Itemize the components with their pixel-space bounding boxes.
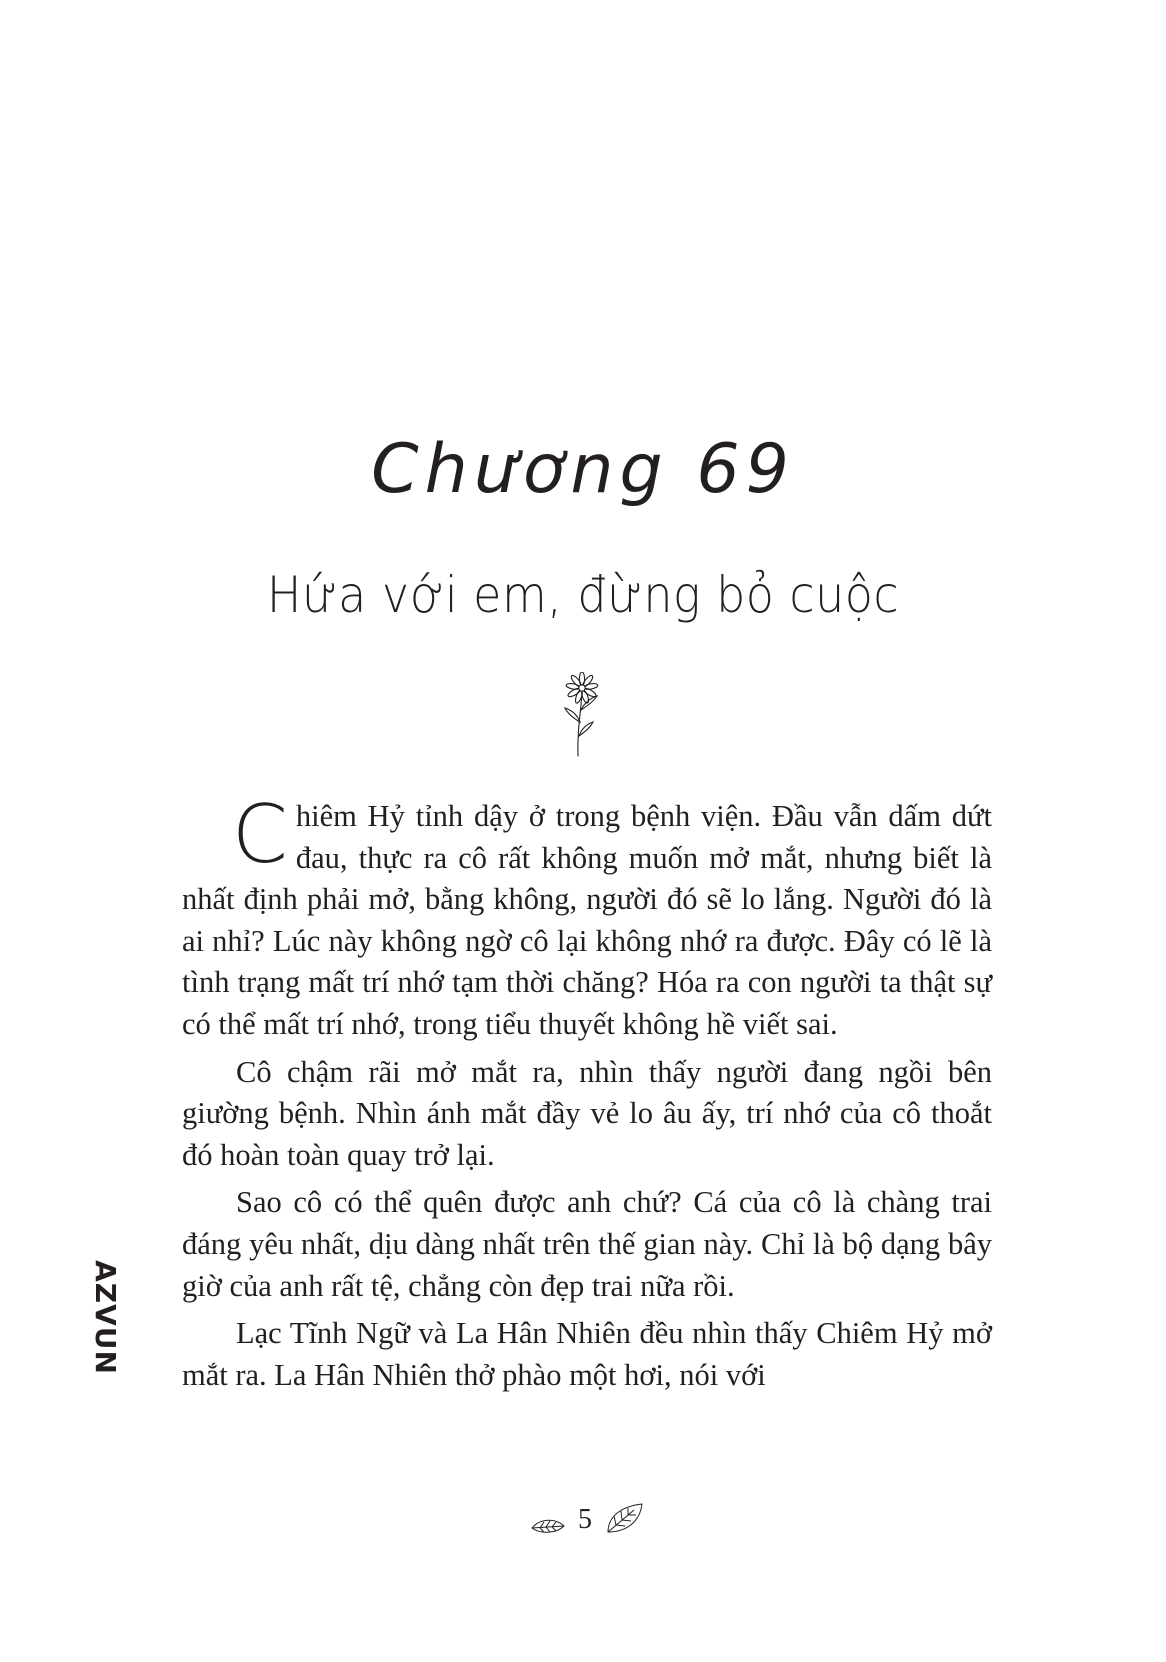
chapter-body [182,788,992,1402]
publisher-logo-text: AZVUN [88,1260,122,1375]
flower-icon [557,672,607,758]
leaf-icon [530,1516,566,1536]
chapter-title: Hứa với em, đừng bỏ cuộc [266,566,900,624]
page-number: 5 [578,1504,592,1535]
page-footer [0,1500,1166,1550]
paragraph-1-text: hiêm Hỷ tỉnh dậy ở trong bệnh viện. Đầu vẫn dấm dứt đau, thực ra cô rất không muốn mở mắt, nhưng biết là nhất định phải mở, bằng không, người đó sẽ lo lắng. Người đó là ai nhỉ? Lúc này không ngờ cô lại không nhớ ra được. Đây có lẽ là tình trạng mất trí nhớ tạm thời chăng? Hóa ra con người ta thật sự có thể mất trí nhớ, trong tiểu thuyết không hề viết sai. [182,799,992,1041]
chapter-number: Chương 69 [371,430,795,509]
publisher-logo [76,1260,122,1375]
paragraph [182,788,992,1046]
paragraph: Sao cô có thể quên được anh chứ? Cá của cô là chàng trai đáng yêu nhất, dịu dàng nhất trên thế gian này. Chỉ là bộ dạng bây giờ của anh rất tệ, chẳng còn đẹp trai nữa rồi. [182,1185,992,1303]
paragraph: Lạc Tĩnh Ngữ và La Hân Nhiên đều nhìn thấy Chiêm Hỷ mở mắt ra. La Hân Nhiên thở phào một hơi, nói với [182,1316,992,1392]
drop-cap: C [232,788,288,881]
paragraph: Cô chậm rãi mở mắt ra, nhìn thấy người đang ngồi bên giường bệnh. Nhìn ánh mắt đầy vẻ lo âu ấy, trí nhớ của cô thoắt đó hoàn toàn quay trở lại. [182,1054,992,1172]
leaf-icon [604,1502,644,1536]
